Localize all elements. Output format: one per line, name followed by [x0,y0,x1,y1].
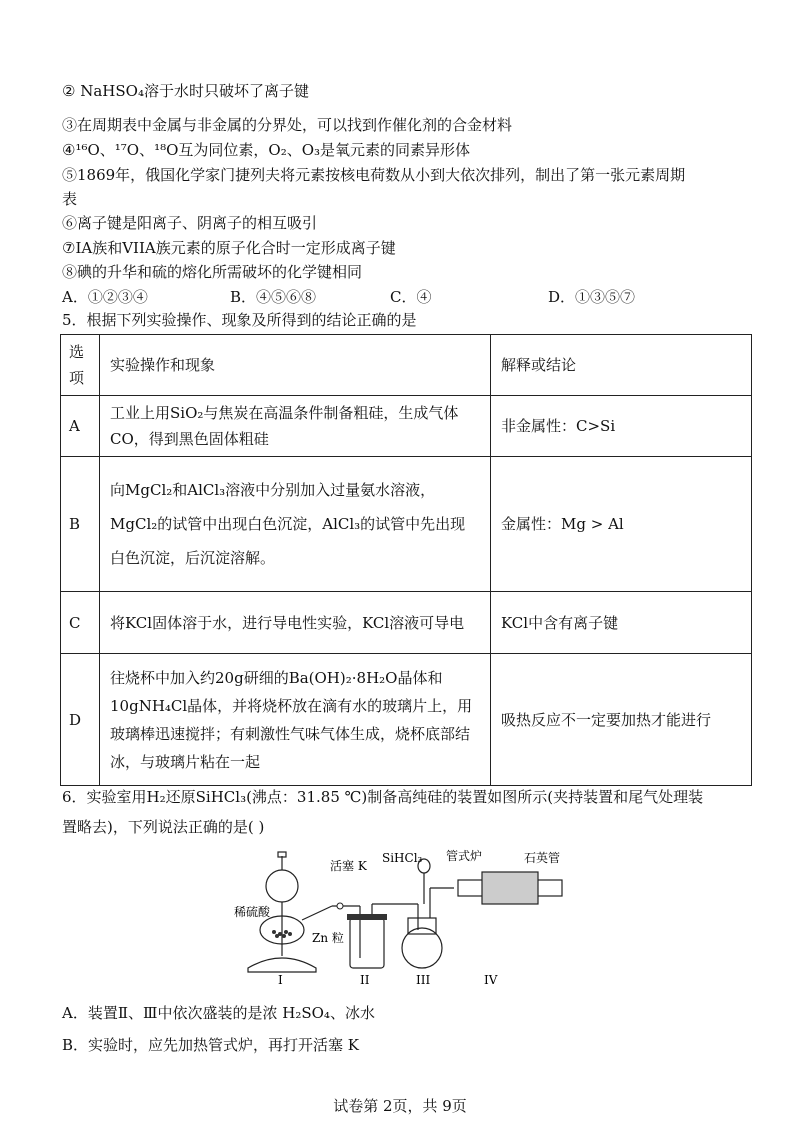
table-row [61,457,752,592]
statement-6: ⑥离子键是阳离子、阴离子的相互吸引 [62,214,318,232]
statement-5-cont: 表 [62,190,78,208]
statement-7: ⑦IA族和VIIA族元素的原子化合时一定形成离子键 [62,239,396,257]
water-bath [408,918,436,934]
row-operation: 将KCl固体溶于水，进行导电性实验，KCl溶液可导电 [100,592,491,654]
q6-option-a[interactable]: A．装置Ⅱ、Ⅲ中依次盛装的是浓 H₂SO₄、冰水 [62,1004,375,1022]
label-unit-2: II [360,973,370,987]
label-zinc: Zn 粒 [312,931,344,945]
label-quartz: 石英管 [524,851,561,865]
statement-2: ② NaHSO₄溶于水时只破坏了离子键 [62,82,309,100]
row-operation: 向MgCl₂和AlCl₃溶液中分别加入过量氨水溶液，MgCl₂的试管中出现白色沉淀，AlCl₃的试管中先出现白色沉淀，后沉淀溶解。 [100,457,491,592]
q4-options [62,286,752,308]
row-label: B [61,457,100,592]
q5-table [60,334,752,786]
page-footer: 试卷第 2页，共 9页 [333,1097,467,1115]
q5-stem: 5．根据下列实验操作、现象及所得到的结论正确的是 [62,311,417,329]
label-acid: 稀硫酸 [234,905,271,919]
label-sihcl3: SiHCl₃ [382,851,423,865]
valve-k-icon [337,903,343,909]
statement-5: ⑤1869年，俄国化学家门捷列夫将元素按核电荷数从小到大依次排列，制出了第一张元素周期 [62,166,686,184]
row-conclusion: 吸热反应不一定要加热才能进行 [491,654,752,786]
q4-option-a[interactable]: A．①②③④ [62,288,148,306]
tube-furnace [482,872,538,904]
label-furnace: 管式炉 [446,849,483,863]
header-option: 选项 [61,335,100,396]
row-operation: 工业上用SiO₂与焦炭在高温条件制备粗硅，生成气体CO，得到黑色固体粗硅 [100,396,491,457]
label-unit-4: IV [484,973,498,987]
row-conclusion: KCl中含有离子键 [491,592,752,654]
q4-option-b[interactable]: B．④⑤⑥⑧ [230,288,317,306]
row-label: C [61,592,100,654]
q4-option-d[interactable]: D．①③⑤⑦ [548,288,636,306]
header-conclusion: 解释或结论 [491,335,752,396]
q6-stem-line2: 置略去)，下列说法正确的是( ) [62,818,265,836]
row-conclusion: 金属性：Mg > Al [491,457,752,592]
apparatus-diagram [232,848,572,988]
statement-8: ⑧碘的升华和硫的熔化所需破坏的化学键相同 [62,263,363,281]
statement-3: ③在周期表中金属与非金属的分界处，可以找到作催化剂的合金材料 [62,116,513,134]
bottle-stopper [347,914,387,920]
row-operation: 往烧杯中加入约20g研细的Ba(OH)₂·8H₂O晶体和10gNH₄Cl晶体，并将烧杯放在滴有水的玻璃片上，用玻璃棒迅速搅拌；有刺激性气味气体生成，烧杯底部结冰，与玻璃片粘在一起 [100,654,491,786]
header-operation: 实验操作和现象 [100,335,491,396]
table-row [61,396,752,457]
row-label: A [61,396,100,457]
label-valve: 活塞 K [330,859,367,873]
row-label: D [61,654,100,786]
table-row [61,592,752,654]
statement-4: ④¹⁶O、¹⁷O、¹⁸O互为同位素，O₂、O₃是氧元素的同素异形体 [62,141,471,159]
table-header-row [61,335,752,396]
label-unit-3: III [416,973,431,987]
row-conclusion: 非金属性：C>Si [491,396,752,457]
wash-bottle [350,918,384,968]
table-row [61,654,752,786]
q4-option-c[interactable]: C．④ [390,288,432,306]
label-unit-1: I [278,973,283,987]
q6-option-b[interactable]: B．实验时，应先加热管式炉，再打开活塞 K [62,1036,359,1054]
q6-stem-line1: 6．实验室用H₂还原SiHCl₃(沸点：31.85 ℃)制备高纯硅的装置如图所示(夹持装置和尾气处理装 [62,788,704,806]
